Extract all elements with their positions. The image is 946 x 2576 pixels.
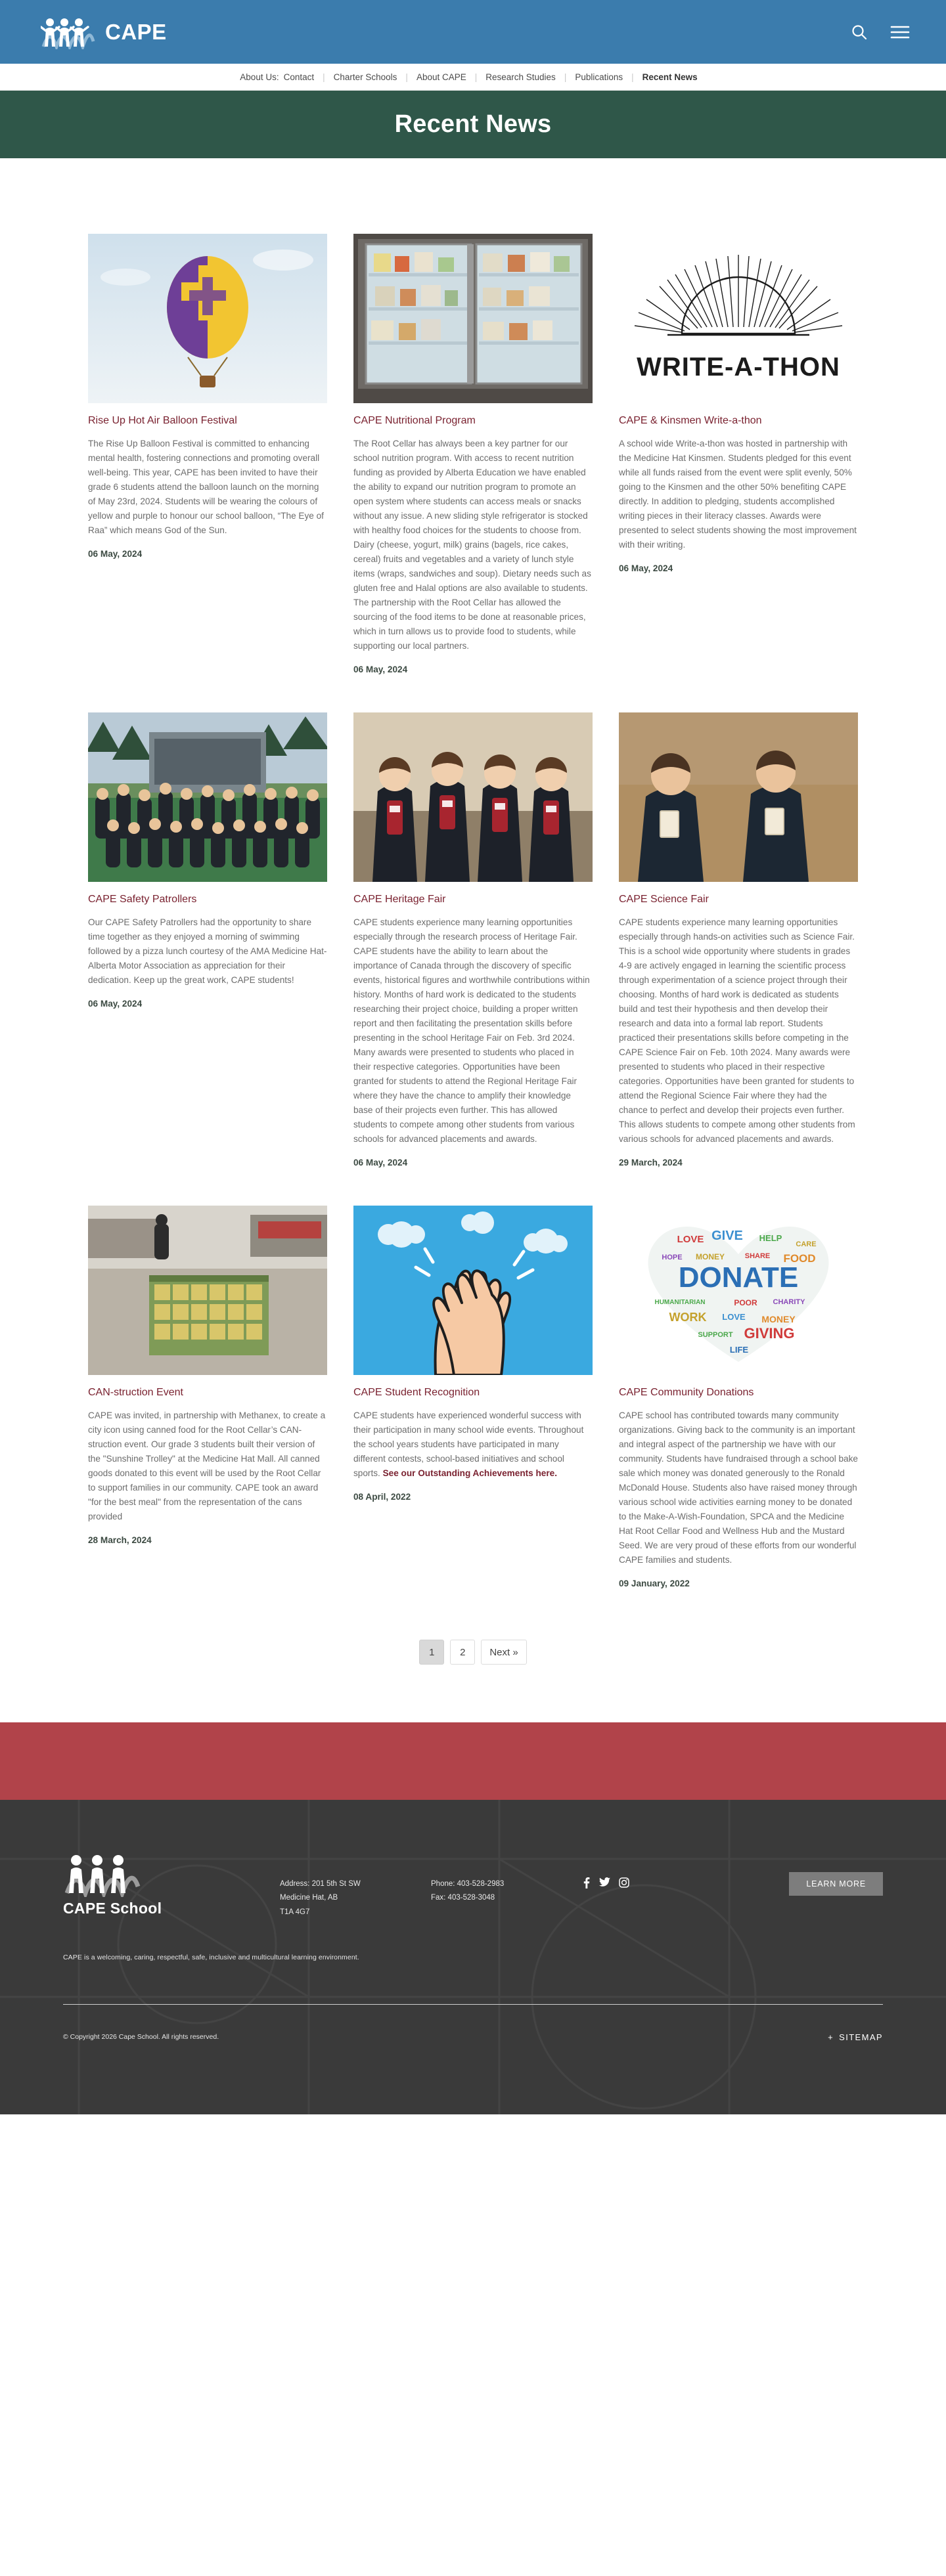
news-thumbnail-safety-patrollers[interactable] [88, 712, 327, 882]
svg-text:LOVE: LOVE [722, 1312, 746, 1322]
footer-bottom-row [63, 2005, 883, 2114]
news-thumbnail-science-fair[interactable] [619, 712, 858, 882]
news-thumbnail-write-a-thon[interactable] [619, 234, 858, 403]
news-thumbnail-canstruction[interactable] [88, 1206, 327, 1375]
svg-text:POOR: POOR [734, 1298, 757, 1308]
hamburger-menu-icon[interactable] [890, 25, 910, 39]
news-card-body: Our CAPE Safety Patrollers had the opportunity to share time together as they enjoyed a morning of swimming followed by a pizza lunch courtesy of the AMA Medicine Hat- Alberta Motor Association as appreciation for their dedication. Keep up the great work, CAPE students! [88, 917, 327, 985]
news-card-body: CAPE students experience many learning opportunities especially through the research process of Heritage Fair. CAPE students have the ability to learn about the importance of Canada through the discovery of specific events, historical figures and worthwhile contributions within history. Months of hard work is dedicated to the students researching their project choice, building a proper written report and then facilitating the presentation skills before presenting in the school Heritage Fair on Feb. 3rd 2024. Many awards were presented to students who placed in their respective categories. Opportunities have been granted for students to attend the Regional Heritage Fair where they have the chance to amplify their knowledge base of their projects even further. This has allowed students to compete among other students from various schools for advanced placements and awards. [353, 917, 590, 1145]
news-card [88, 712, 327, 1168]
svg-text:WORK: WORK [669, 1311, 707, 1324]
news-card [619, 1206, 858, 1588]
news-card [353, 1206, 593, 1588]
svg-text:MONEY: MONEY [695, 1252, 725, 1262]
subnav-item-publications[interactable]: Publications [575, 72, 623, 82]
news-thumbnail-donate-word-cloud[interactable] [619, 1206, 858, 1375]
pagination [0, 1626, 946, 1722]
svg-text:SUPPORT: SUPPORT [698, 1331, 733, 1340]
svg-text:HELP: HELP [759, 1233, 782, 1244]
news-card [619, 712, 858, 1168]
svg-text:GIVE: GIVE [711, 1229, 743, 1244]
news-card-date: 08 April, 2022 [353, 1491, 411, 1502]
news-thumbnail-refrigerator[interactable] [353, 234, 593, 403]
news-card-title[interactable]: CAN-struction Event [88, 1387, 183, 1399]
news-card-body: CAPE was invited, in partnership with Methanex, to create a city icon using canned food for the Root Cellar’s CAN-struction event. Our grade 3 students built their version of the "Sunshine Trolley" at the Medicine Hat Mall. All canned goods donated to this event will be used by the Root Cellar to support families in our community. CAPE took an award "for the best meal" from the representation of the cans provided [88, 1410, 326, 1521]
sitemap-label: SITEMAP [839, 2032, 883, 2042]
secondary-navigation [0, 64, 946, 91]
news-card-date: 09 January, 2022 [619, 1579, 690, 1589]
footer-motto: CAPE is a welcoming, caring, respectful, safe, inclusive and multicultural learning environment. [63, 1953, 359, 1961]
news-card [619, 234, 858, 674]
news-card-body-text: CAPE students have experienced wonderful success with their participation in many school wide events. Throughout the school years students have participated in many different contests, school-based initiatives and school sports. [353, 1410, 584, 1478]
news-card-title[interactable]: CAPE Heritage Fair [353, 894, 446, 906]
news-card-body: CAPE students experience many learning opportunities especially through hands-on activities such as Science Fair. This is a school wide opportunity where students in grades 4-9 are actively engaged in learning the scientific process through experimentation of a science project through their choosing. Months of hard work is dedicated as students build and test their hypothesis and then develop their research and data into a formal lab report. Students practiced their presentations skills before competing in the CAPE Science Fair on Feb. 10th 2024. Many awards were presented to students who placed in their respective categories. Opportunities have been granted for students to attend the Regional Science Fair where they had the chance to perfect and develop their projects even further. This allows students to compete among other students from various schools for advanced placements and awards. [619, 917, 855, 1145]
search-icon[interactable] [851, 24, 868, 41]
news-card [88, 234, 327, 674]
plus-icon: + [828, 2032, 834, 2042]
svg-text:WRITE-A-THON: WRITE-A-THON [637, 353, 840, 382]
learn-more-button[interactable]: LEARN MORE [789, 1872, 883, 1896]
svg-text:FOOD: FOOD [783, 1252, 816, 1265]
footer-content [53, 1839, 893, 2114]
svg-text:SHARE: SHARE [744, 1252, 771, 1261]
footer-address-block [280, 1839, 431, 1919]
svg-text:LOVE: LOVE [677, 1234, 704, 1246]
news-card-body: A school wide Write-a-thon was hosted in partnership with the Medicine Hat Kinsmen. Students pledged for this event while all funds raised from the event were split evenly, 50% going to the Kinsmen and the other 50% benefiting CAPE directly. In addition to pledging, students accomplished writing pieces in their literacy classes. Awards were presented to select students showing the most improvement with their writing. [619, 438, 857, 550]
page-title: Recent News [394, 110, 552, 138]
brand-name: CAPE [105, 19, 167, 44]
news-card [353, 234, 593, 674]
sitemap-link[interactable] [828, 2032, 883, 2042]
news-card-body: CAPE school has contributed towards many community organizations. Giving back to the community is an important and integral aspect of the partnership we have with our community. Students have fundraised through a school bake sale which money was donated generously to the Ronald McDonald House. Students also have raised money through various school wide activities earning money to be donated to the Make-A-Wish-Foundation, SPCA and the Medicine Hat Root Cellar Food and Wellness Hub and the Mustard Seed. We are very proud of these efforts from our wonderful CAPE families and students. [619, 1410, 858, 1565]
cape-school-logo-icon [63, 1851, 280, 1897]
news-thumbnail-clapping-hands[interactable] [353, 1206, 593, 1375]
footer-social-links [582, 1839, 740, 1888]
subnav-item-charter-schools[interactable]: Charter Schools [333, 72, 397, 82]
news-card-date: 06 May, 2024 [353, 1158, 408, 1168]
svg-text:HOPE: HOPE [662, 1254, 683, 1262]
subnav-item-recent-news[interactable]: Recent News [642, 72, 698, 82]
news-card [88, 1206, 327, 1588]
svg-text:DONATE: DONATE [678, 1261, 799, 1294]
news-card-title[interactable]: CAPE Safety Patrollers [88, 894, 197, 906]
footer-contact-block [431, 1839, 582, 1906]
news-card-date: 28 March, 2024 [88, 1535, 152, 1545]
news-section [0, 158, 946, 1722]
footer-cta [740, 1839, 883, 1896]
subnav-separator: | [631, 72, 634, 82]
svg-text:HUMANITARIAN: HUMANITARIAN [654, 1299, 706, 1307]
news-thumbnail-heritage-fair[interactable] [353, 712, 593, 882]
footer-phone: Phone: 403-528-2983 [431, 1880, 505, 1888]
subnav-item-contact[interactable]: Contact [283, 72, 315, 82]
subnav-group-label: About Us: [240, 72, 279, 82]
news-card-body [353, 1408, 593, 1481]
news-card-title[interactable]: CAPE Science Fair [619, 894, 709, 906]
news-card [353, 712, 593, 1168]
news-card-title[interactable]: CAPE Nutritional Program [353, 415, 476, 426]
footer-address-line-3: T1A 4G7 [280, 1908, 310, 1916]
news-grid [88, 234, 858, 1626]
news-card-body: The Rise Up Balloon Festival is committed to enhancing mental health, fostering connections and promoting overall well-being. This year, CAPE has been invited to have their grade 6 students attend the balloon launch on the morning of May 23rd, 2024. Students will be wearing the colours of yellow and purple to honour our school balloon, “The Eye of Raa” which means God of the Sun. [88, 438, 324, 535]
pagination-next-button[interactable]: Next » [481, 1640, 526, 1665]
facebook-icon[interactable] [582, 1877, 591, 1888]
red-accent-band [0, 1722, 946, 1800]
page-hero-banner [0, 91, 946, 158]
secondary-navigation-list [240, 72, 706, 82]
outstanding-achievements-link[interactable]: See our Outstanding Achievements here. [382, 1468, 557, 1478]
subnav-separator: | [323, 72, 325, 82]
footer-address-line-2: Medicine Hat, AB [280, 1894, 338, 1902]
subnav-separator: | [564, 72, 567, 82]
subnav-separator: | [405, 72, 408, 82]
copyright-text: © Copyright 2026 Cape School. All rights reserved. [63, 2033, 219, 2041]
pagination-page-2[interactable]: 2 [450, 1640, 475, 1665]
pagination-page-1[interactable]: 1 [419, 1640, 444, 1665]
news-card-date: 29 March, 2024 [619, 1158, 683, 1168]
news-card-body: The Root Cellar has always been a key partner for our school nutrition program. With access to recent nutrition funding as provided by Alberta Education we have enabled the ability to expand our nutrition program to promote an open system where students can access meals or snacks without any issue. A new sliding style refrigerator is stocked with healthy food choices for the students to choose from. Dairy (cheese, yogurt, milk) grains (bagels, rice cakes, cereal) fruits and vegetables and a variety of lunch style items (wraps, sandwiches and soup). Dietary needs such as gluten free and Halal options are also available to students. The partnership with the Root Cellar has allowed the sourcing of the food items to be done at reasonable prices, which in turn allows us to provide food to students, while supporting our local partners. [353, 438, 591, 651]
footer-fax: Fax: 403-528-3048 [431, 1894, 495, 1902]
news-thumbnail-hot-air-balloon[interactable] [88, 234, 327, 403]
svg-text:LIFE: LIFE [729, 1345, 749, 1355]
brand-logo-link[interactable] [41, 15, 167, 49]
news-card-title[interactable]: CAPE Community Donations [619, 1387, 754, 1399]
svg-text:GIVING: GIVING [744, 1325, 795, 1342]
news-card-date: 06 May, 2024 [619, 563, 673, 573]
news-card-date: 06 May, 2024 [88, 548, 143, 559]
svg-text:CARE: CARE [796, 1240, 817, 1249]
twitter-icon[interactable] [599, 1877, 610, 1887]
footer-top-row [63, 1839, 883, 1919]
footer-address-line-1: Address: 201 5th St SW [280, 1880, 361, 1888]
site-header [0, 0, 946, 64]
site-footer [0, 1800, 946, 2114]
news-card-date: 06 May, 2024 [353, 665, 408, 675]
header-actions [851, 24, 910, 41]
subnav-item-research-studies[interactable]: Research Studies [485, 72, 556, 82]
svg-text:MONEY: MONEY [761, 1314, 796, 1325]
subnav-separator: | [474, 72, 478, 82]
footer-brand-name: CAPE School [63, 1900, 162, 1917]
news-card-date: 06 May, 2024 [88, 998, 143, 1009]
cape-people-logo-icon [41, 15, 96, 49]
instagram-icon[interactable] [619, 1877, 629, 1888]
svg-text:CHARITY: CHARITY [773, 1298, 805, 1307]
news-card-title[interactable]: CAPE & Kinsmen Write-a-thon [619, 415, 762, 426]
subnav-item-about-cape[interactable]: About CAPE [416, 72, 466, 82]
news-card-title[interactable]: CAPE Student Recognition [353, 1387, 480, 1399]
news-card-title[interactable]: Rise Up Hot Air Balloon Festival [88, 415, 237, 426]
footer-brand [63, 1839, 280, 1917]
